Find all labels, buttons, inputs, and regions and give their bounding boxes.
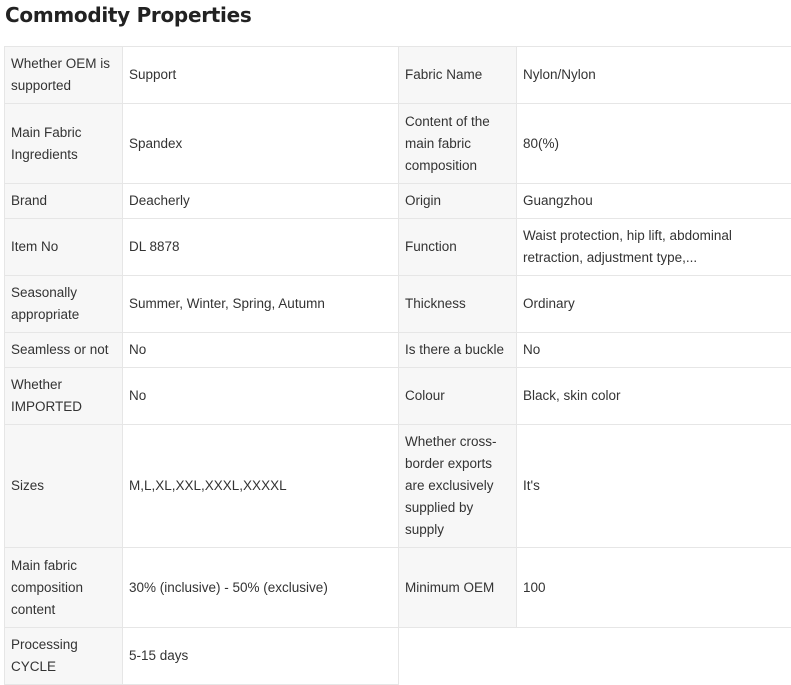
table-row [5, 425, 791, 548]
property-value: Guangzhou [517, 184, 791, 219]
property-value: Waist protection, hip lift, abdominal retraction, adjustment type,... [517, 219, 791, 276]
property-label: Thickness [399, 276, 517, 333]
table-row [5, 47, 791, 104]
property-label: Minimum OEM [399, 548, 517, 628]
property-value: 100 [517, 548, 791, 628]
property-label: Processing CYCLE [5, 628, 123, 685]
property-value: 5-15 days [123, 628, 399, 685]
page-title: Commodity Properties [5, 0, 251, 32]
property-value: No [123, 368, 399, 425]
empty-cell [399, 628, 791, 685]
property-value: 80(%) [517, 104, 791, 184]
property-label: Seamless or not [5, 333, 123, 368]
property-value: DL 8878 [123, 219, 399, 276]
property-label: Item No [5, 219, 123, 276]
property-label: Colour [399, 368, 517, 425]
table-row [5, 628, 791, 685]
property-value: No [123, 333, 399, 368]
table-row [5, 219, 791, 276]
property-value: Nylon/Nylon [517, 47, 791, 104]
property-value: 30% (inclusive) - 50% (exclusive) [123, 548, 399, 628]
table-row [5, 104, 791, 184]
property-label: Whether IMPORTED [5, 368, 123, 425]
property-label: Sizes [5, 425, 123, 548]
table-row [5, 184, 791, 219]
property-label: Whether OEM is supported [5, 47, 123, 104]
commodity-properties-table [4, 46, 791, 685]
table-row [5, 276, 791, 333]
property-label: Is there a buckle [399, 333, 517, 368]
property-label: Main fabric composition content [5, 548, 123, 628]
property-value: Deacherly [123, 184, 399, 219]
property-label: Function [399, 219, 517, 276]
property-value: It's [517, 425, 791, 548]
property-label: Whether cross-border exports are exclusively supplied by supply [399, 425, 517, 548]
property-value: Summer, Winter, Spring, Autumn [123, 276, 399, 333]
property-value: M,L,XL,XXL,XXXL,XXXXL [123, 425, 399, 548]
property-value: Black, skin color [517, 368, 791, 425]
property-value: Spandex [123, 104, 399, 184]
table-row [5, 333, 791, 368]
property-label: Brand [5, 184, 123, 219]
table-row [5, 548, 791, 628]
table-row [5, 368, 791, 425]
property-value: No [517, 333, 791, 368]
property-label: Seasonally appropriate [5, 276, 123, 333]
property-value: Support [123, 47, 399, 104]
property-label: Content of the main fabric composition [399, 104, 517, 184]
property-value: Ordinary [517, 276, 791, 333]
property-label: Fabric Name [399, 47, 517, 104]
property-label: Main Fabric Ingredients [5, 104, 123, 184]
property-label: Origin [399, 184, 517, 219]
